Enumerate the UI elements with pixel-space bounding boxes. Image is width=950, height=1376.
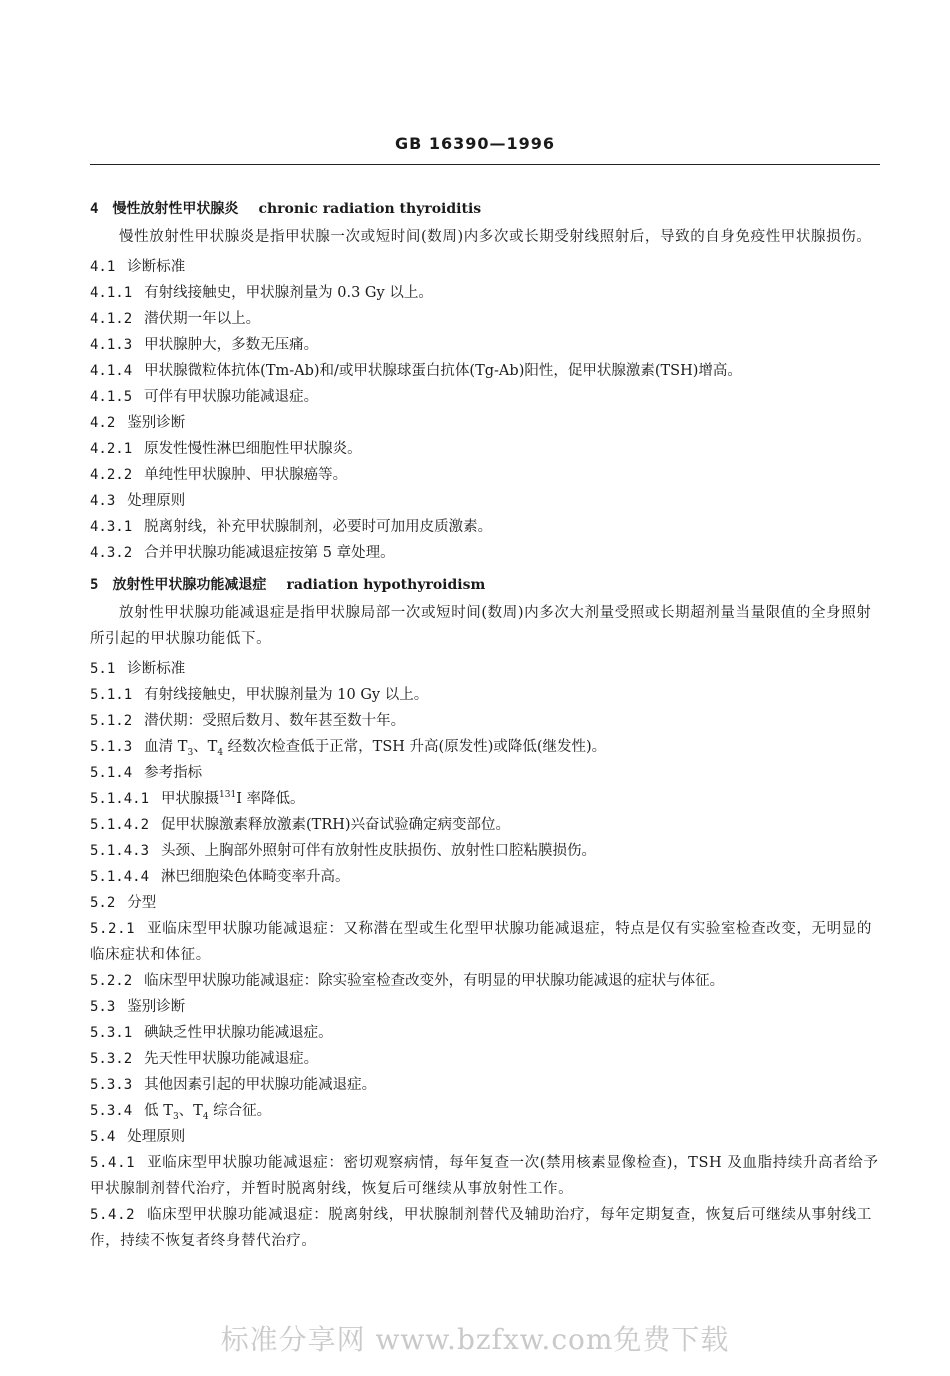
clause-text: 促甲状腺激素释放激素(TRH)兴奋试验确定病变部位。 xyxy=(161,817,511,833)
clause-number: 5.4.1 xyxy=(90,1155,136,1171)
clause-text: 原发性慢性淋巴细胞性甲状腺炎。 xyxy=(144,441,362,457)
clause xyxy=(90,488,882,514)
standard-number: GB 16390—1996 xyxy=(394,134,556,153)
clause-number: 5.2.1 xyxy=(90,921,136,937)
document-body xyxy=(90,192,882,1254)
clause-text: 分型 xyxy=(127,895,157,911)
clause-number: 5.1.2 xyxy=(90,713,133,729)
clause-text: 鉴别诊断 xyxy=(127,415,186,431)
clause-number: 5.3 xyxy=(90,999,116,1015)
clause-text: 亚临床型甲状腺功能减退症：又称潜在型或生化型甲状腺功能减退症，特点是仅有实验室检查改变，无明显的临床症状和体征。 xyxy=(90,921,872,963)
clause-number: 5.1 xyxy=(90,661,116,677)
clause xyxy=(90,1150,882,1202)
clause-number: 4.1.5 xyxy=(90,389,133,405)
clause-text: 处理原则 xyxy=(127,493,186,509)
clause-text: 脱离射线，补充甲状腺制剂，必要时可加用皮质激素。 xyxy=(144,519,493,535)
clause xyxy=(90,812,882,838)
clause-number: 5.2 xyxy=(90,895,116,911)
clause xyxy=(90,384,882,410)
clause xyxy=(90,280,882,306)
clause-text-pre: 甲状腺摄 xyxy=(161,791,220,807)
clause-text-mid: 、T xyxy=(193,739,218,755)
subscript: 3 xyxy=(172,1111,179,1122)
clause-number: 5.4 xyxy=(90,1129,116,1145)
clause xyxy=(90,864,882,890)
clause-text: 甲状腺微粒体抗体(Tm-Ab)和/或甲状腺球蛋白抗体(Tg-Ab)阳性，促甲状腺激素(TSH)增高。 xyxy=(144,363,742,379)
clause xyxy=(90,838,882,864)
clause-text: 可伴有甲状腺功能减退症。 xyxy=(144,389,319,405)
section-number: 5 xyxy=(90,577,99,593)
clause-number: 5.1.1 xyxy=(90,687,133,703)
clause-number: 5.3.4 xyxy=(90,1103,133,1119)
clause-number: 4.1.2 xyxy=(90,311,133,327)
clause-number: 4.3.1 xyxy=(90,519,133,535)
clause-text-mid: 、T xyxy=(178,1103,203,1119)
clause-number: 5.1.4.4 xyxy=(90,869,150,885)
section-title-en: radiation hypothyroidism xyxy=(286,577,486,593)
clause-number: 5.2.2 xyxy=(90,973,133,989)
clause-text: 处理原则 xyxy=(127,1129,186,1145)
clause-number: 4.1.1 xyxy=(90,285,133,301)
clause-text: 临床型甲状腺功能减退症：脱离射线，甲状腺制剂替代及辅助治疗，每年定期复查，恢复后可继续从事射线工作，持续不恢复者终身替代治疗。 xyxy=(90,1207,872,1249)
clause-number: 5.1.4.3 xyxy=(90,843,150,859)
clause-number: 4.1 xyxy=(90,259,116,275)
clause-text: 诊断标准 xyxy=(127,661,186,677)
clause-text: 鉴别诊断 xyxy=(127,999,186,1015)
clause-number: 4.1.4 xyxy=(90,363,133,379)
clause-text: 甲状腺肿大，多数无压痛。 xyxy=(144,337,319,353)
clause xyxy=(90,1202,882,1254)
clause xyxy=(90,916,882,968)
clause-text-pre: 低 T xyxy=(144,1103,173,1119)
clause-text: 潜伏期：受照后数月、数年甚至数十年。 xyxy=(144,713,406,729)
clause xyxy=(90,656,882,682)
clause-text: 参考指标 xyxy=(144,765,203,781)
clause xyxy=(90,462,882,488)
clause xyxy=(90,358,882,384)
clause-text: 诊断标准 xyxy=(127,259,186,275)
clause xyxy=(90,514,882,540)
clause-text: 临床型甲状腺功能减退症：除实验室检查改变外，有明显的甲状腺功能减退的症状与体征。 xyxy=(144,973,725,989)
clause-text: 先天性甲状腺功能减退症。 xyxy=(144,1051,319,1067)
clause xyxy=(90,734,882,760)
clause-text: 淋巴细胞染色体畸变率升高。 xyxy=(161,869,350,885)
clause-text-post: 经数次检查低于正常，TSH 升高(原发性)或降低(继发性)。 xyxy=(223,739,607,755)
clause xyxy=(90,332,882,358)
clause-number: 5.4.2 xyxy=(90,1207,136,1223)
clause-number: 4.2.2 xyxy=(90,467,133,483)
clause xyxy=(90,1072,882,1098)
clause-text: 单纯性甲状腺肿、甲状腺癌等。 xyxy=(144,467,348,483)
header-rule xyxy=(90,164,880,165)
clause-text: 头颈、上胸部外照射可伴有放射性皮肤损伤、放射性口腔粘膜损伤。 xyxy=(161,843,597,859)
section-title-cn: 放射性甲状腺功能减退症 xyxy=(112,577,267,593)
clause-text-post: 综合征。 xyxy=(208,1103,272,1119)
clause xyxy=(90,682,882,708)
watermark-text: 标准分享网 www.bzfxw.com免费下载 xyxy=(220,1323,730,1356)
clause-text: 有射线接触史，甲状腺剂量为 10 Gy 以上。 xyxy=(144,687,429,703)
clause xyxy=(90,994,882,1020)
subscript: 4 xyxy=(202,1111,209,1122)
clause-number: 5.1.4.1 xyxy=(90,791,150,807)
clause xyxy=(90,1098,882,1124)
clause xyxy=(90,540,882,566)
clause xyxy=(90,1046,882,1072)
clause-number: 5.3.1 xyxy=(90,1025,133,1041)
section-title-cn: 慢性放射性甲状腺炎 xyxy=(112,201,239,217)
clause xyxy=(90,786,882,812)
section-4-heading xyxy=(90,194,882,224)
section-number: 4 xyxy=(90,201,99,217)
clause-number: 5.1.4 xyxy=(90,765,133,781)
clause-text-pre: 血清 T xyxy=(144,739,188,755)
clause xyxy=(90,410,882,436)
clause xyxy=(90,890,882,916)
clause-text: 合并甲状腺功能减退症按第 5 章处理。 xyxy=(144,545,395,561)
section-4-intro: 慢性放射性甲状腺炎是指甲状腺一次或短时间(数周)内多次或长期受射线照射后，导致的自身免疫性甲状腺损伤。 xyxy=(119,229,872,245)
section-5-intro: 放射性甲状腺功能减退症是指甲状腺局部一次或短时间(数周)内多次大剂量受照或长期超剂量当量限值的全身照射所引起的甲状腺功能低下。 xyxy=(90,605,872,647)
clause-text: 潜伏期一年以上。 xyxy=(144,311,261,327)
clause-number: 4.2.1 xyxy=(90,441,133,457)
clause-number: 4.3 xyxy=(90,493,116,509)
clause-text-post: I 率降低。 xyxy=(236,791,305,807)
clause-number: 4.2 xyxy=(90,415,116,431)
clause-text: 亚临床型甲状腺功能减退症：密切观察病情，每年复查一次(禁用核素显像检查)，TSH 及血脂持续升高者给予甲状腺制剂替代治疗，并暂时脱离射线，恢复后可继续从事放射性工作。 xyxy=(90,1155,879,1197)
clause xyxy=(90,1124,882,1150)
clause-number: 5.3.2 xyxy=(90,1051,133,1067)
section-5-heading xyxy=(90,570,882,600)
clause-text: 碘缺乏性甲状腺功能减退症。 xyxy=(144,1025,333,1041)
clause xyxy=(90,436,882,462)
section-title-en: chronic radiation thyroiditis xyxy=(258,201,482,217)
clause xyxy=(90,968,882,994)
clause-number: 5.3.3 xyxy=(90,1077,133,1093)
clause-text: 有射线接触史，甲状腺剂量为 0.3 Gy 以上。 xyxy=(144,285,433,301)
clause-number: 5.1.4.2 xyxy=(90,817,150,833)
subscript: 3 xyxy=(187,747,194,758)
clause xyxy=(90,1020,882,1046)
clause xyxy=(90,708,882,734)
clause xyxy=(90,760,882,786)
clause xyxy=(90,254,882,280)
clause-number: 4.1.3 xyxy=(90,337,133,353)
clause-text: 其他因素引起的甲状腺功能减退症。 xyxy=(144,1077,377,1093)
superscript: 131 xyxy=(219,790,237,801)
clause-number: 5.1.3 xyxy=(90,739,133,755)
subscript: 4 xyxy=(217,747,224,758)
clause xyxy=(90,306,882,332)
clause-number: 4.3.2 xyxy=(90,545,133,561)
